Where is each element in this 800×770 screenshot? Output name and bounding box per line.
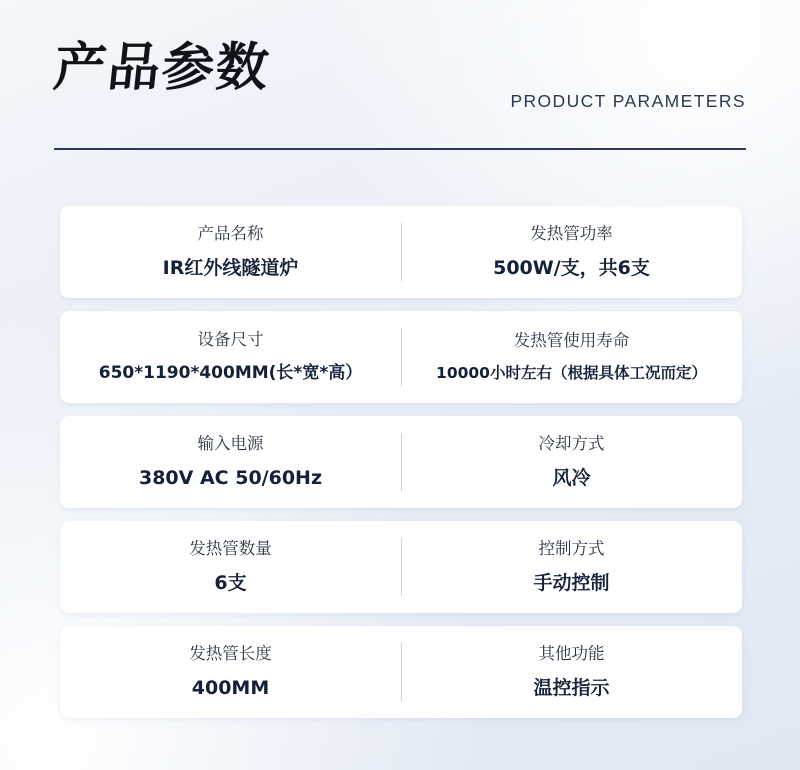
spec-cell-equipment-size (60, 311, 401, 403)
page-header (0, 0, 800, 118)
spec-value: 6支 (214, 572, 247, 595)
spec-label: 发热管长度 (189, 643, 272, 663)
spec-value: 500W/支，共6支 (493, 257, 650, 280)
spec-cell-product-name (60, 206, 401, 298)
spec-label: 发热管数量 (189, 538, 272, 558)
spec-cell-heater-power (401, 206, 742, 298)
spec-value: 380V AC 50/60Hz (138, 467, 323, 490)
spec-value: 650*1190*400MM(长*宽*高） (98, 363, 363, 384)
spec-cell-other-functions (401, 626, 742, 718)
page-subtitle-english: PRODUCT PARAMETERS (510, 91, 746, 111)
spec-label: 输入电源 (197, 433, 264, 453)
header-divider (54, 148, 746, 150)
spec-value: 10000小时左右（根据具体工况而定） (436, 364, 707, 382)
spec-label: 发热管功率 (530, 223, 613, 243)
table-row (60, 311, 742, 403)
table-row (60, 416, 742, 508)
table-row (60, 206, 742, 298)
spec-value: 400MM (191, 677, 270, 700)
spec-cell-control-method (401, 521, 742, 613)
page-title: 产品参数 (50, 38, 274, 98)
spec-cell-input-power (60, 416, 401, 508)
spec-cell-heater-quantity (60, 521, 401, 613)
spec-label: 其他功能 (538, 643, 605, 663)
spec-label: 产品名称 (197, 223, 264, 243)
spec-value: IR红外线隧道炉 (162, 257, 299, 280)
spec-label: 设备尺寸 (197, 329, 264, 349)
spec-label: 冷却方式 (538, 433, 605, 453)
spec-cell-heater-length (60, 626, 401, 718)
spec-value: 风冷 (552, 467, 591, 490)
spec-label: 控制方式 (538, 538, 605, 558)
table-row (60, 626, 742, 718)
table-row (60, 521, 742, 613)
spec-table (60, 206, 742, 731)
spec-cell-cooling-method (401, 416, 742, 508)
spec-label: 发热管使用寿命 (513, 330, 630, 350)
spec-value: 手动控制 (533, 572, 610, 595)
spec-cell-heater-lifetime (401, 311, 742, 403)
spec-value: 温控指示 (533, 677, 610, 700)
